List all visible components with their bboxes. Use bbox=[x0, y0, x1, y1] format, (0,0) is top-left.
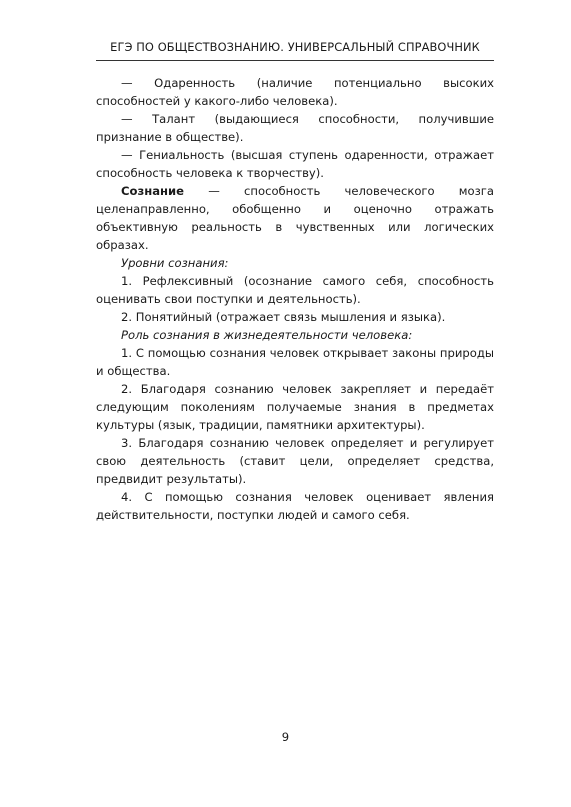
consciousness-term: Сознание bbox=[121, 184, 185, 198]
role-item-4: 4. С помощью сознания человек оценивает явления действительности, поступки людей и самого себя. bbox=[96, 490, 494, 522]
ability-giftedness: — Одаренность (наличие потенциально высоких способностей у какого-либо человека). bbox=[96, 76, 494, 108]
ability-talent: — Талант (выдающиеся способности, получившие признание в обществе). bbox=[96, 112, 494, 144]
level-item-conceptual: 2. Понятийный (отражает связь мышления и языка). bbox=[121, 310, 446, 324]
page-number: 9 bbox=[281, 730, 290, 744]
ability-genius: — Гениальность (высшая ступень одаренности, отражает способность человека к творчеству). bbox=[96, 148, 494, 180]
role-item-1: 1. С помощью сознания человек открывает законы природы и общества. bbox=[96, 346, 494, 378]
role-item-3: 3. Благодаря сознанию человек определяет и регулирует свою деятельность (ставит цели, определяет средства, предвидит результаты). bbox=[96, 436, 494, 486]
levels-heading: Уровни сознания: bbox=[121, 256, 229, 270]
consciousness-definition-text: — способность человеческого мозга целенаправленно, обобщенно и оценочно отражать объективную реальность в чувственных или логических образах. bbox=[96, 184, 494, 252]
header-rule bbox=[96, 60, 494, 61]
role-heading: Роль сознания в жизнедеятельности человека: bbox=[121, 328, 413, 342]
consciousness-definition bbox=[96, 182, 494, 254]
role-item-2: 2. Благодаря сознанию человек закрепляет и передаёт следующим поколениям получаемые знания в предметах культуры (язык, традиции, памятники архитектуры). bbox=[96, 382, 494, 432]
page-body bbox=[96, 74, 494, 524]
running-header: ЕГЭ ПО ОБЩЕСТВОЗНАНИЮ. УНИВЕРСАЛЬНЫЙ СПРАВОЧНИК bbox=[110, 40, 480, 54]
level-item-reflexive: 1. Рефлексивный (осознание самого себя, способность оценивать свои поступки и деятельность). bbox=[96, 274, 494, 306]
